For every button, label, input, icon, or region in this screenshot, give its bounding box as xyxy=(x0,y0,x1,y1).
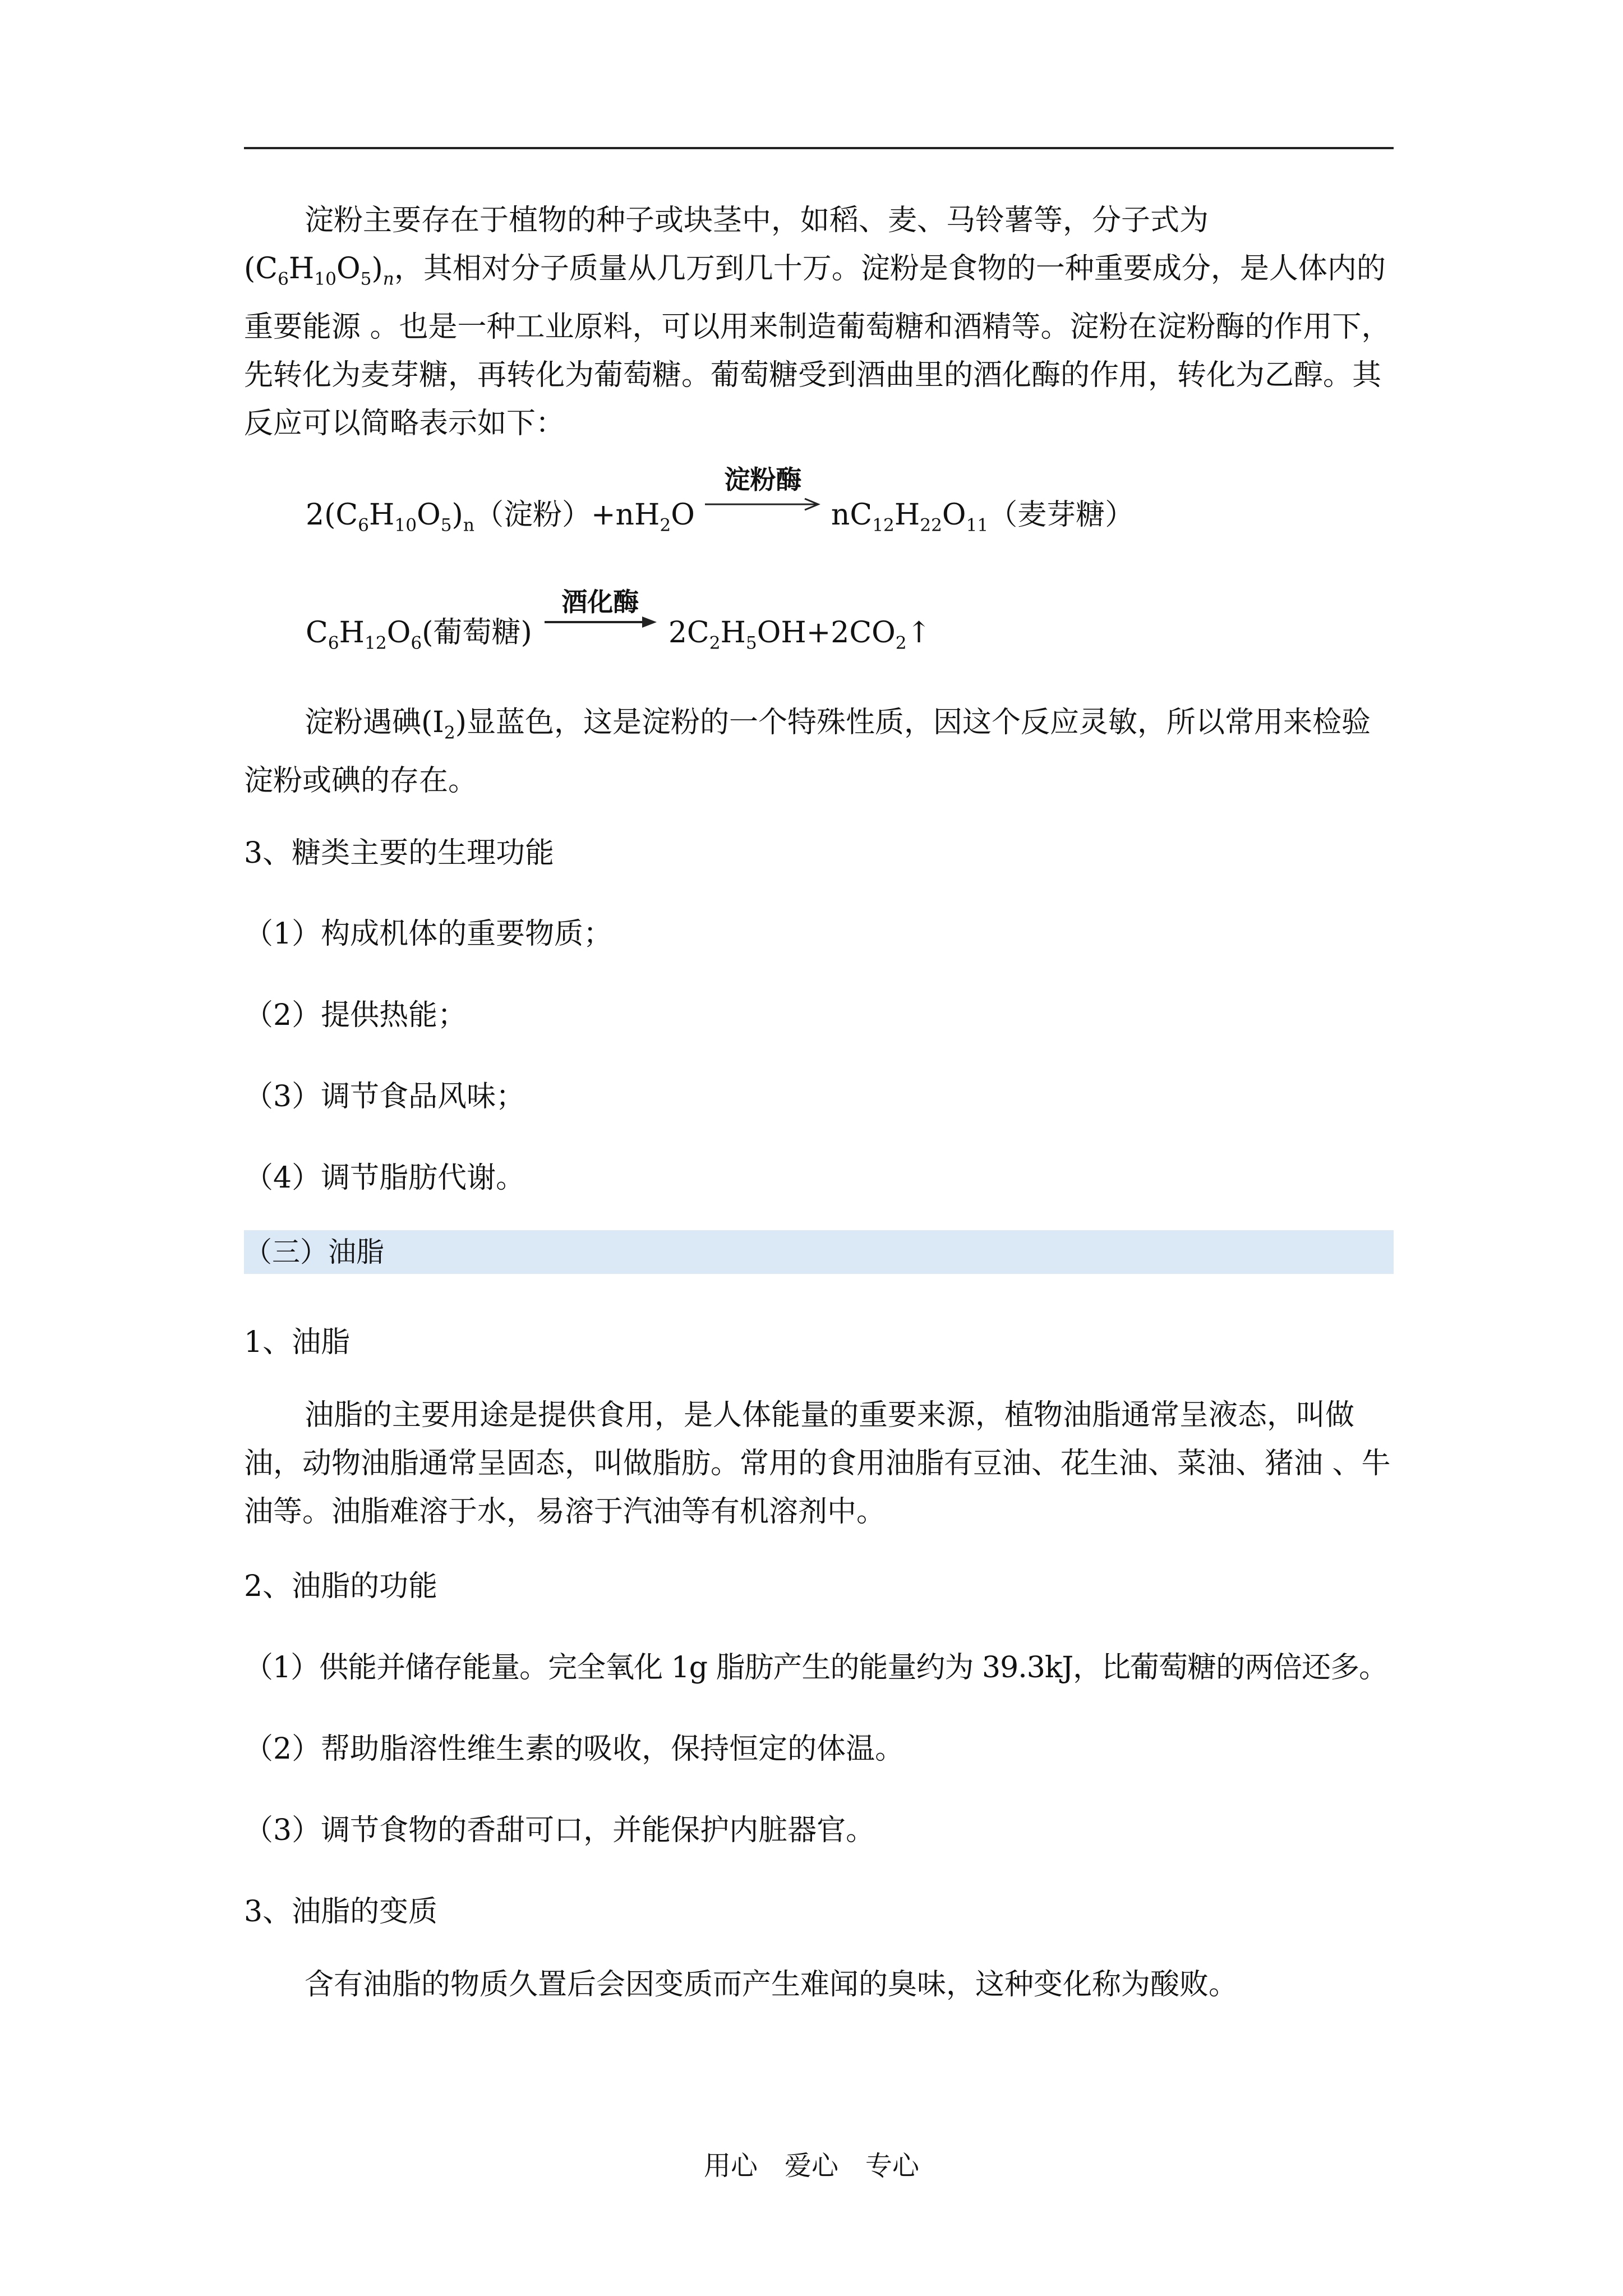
sub: 5 xyxy=(440,515,452,536)
sub: 12 xyxy=(365,633,387,654)
fat-paragraph: 油脂的主要用途是提供食用，是人体能量的重要来源，植物油脂通常呈液态，叫做油，动物油脂通常呈固态，叫做脂肪。常用的食用油脂有豆油、花生油、菜油、猪油 、牛油等。油脂难溶于水，易溶于汽油等有机溶剂中。 xyxy=(244,1398,1391,1529)
reaction-arrow-1 xyxy=(704,464,822,524)
eq1-text: H xyxy=(894,498,920,532)
equation-ethanol xyxy=(306,587,932,654)
starch-text-1: 淀粉主要存在于植物的种子或块茎中，如稻、麦、马铃薯等，分子式为 (C xyxy=(244,204,1209,286)
section-title: （三）油脂 xyxy=(244,1236,384,1268)
eq1-text: ) xyxy=(451,498,463,532)
starch-text-o: O xyxy=(336,252,361,286)
starch-text-comma: ， xyxy=(394,252,423,286)
sub: 6 xyxy=(411,633,422,654)
eq2-text: 2C xyxy=(668,616,709,650)
sub: n xyxy=(463,515,474,536)
eq2-text: H xyxy=(720,616,746,650)
eq2-text: H xyxy=(339,616,365,650)
fat-function-heading: 2、油脂的功能 xyxy=(244,1570,438,1603)
list-item: （3）调节食物的香甜可口，并能保护内脏器官。 xyxy=(244,1814,875,1847)
sub: 12 xyxy=(872,515,895,536)
sub: 11 xyxy=(966,515,989,536)
eq1-text: O xyxy=(417,498,441,532)
sub: 2 xyxy=(660,515,671,536)
arrow-label-zymase: 酒化酶 xyxy=(561,587,639,617)
eq1-text: O xyxy=(671,498,695,532)
eq2-text: O xyxy=(386,616,411,650)
eq2-text: C xyxy=(306,616,328,650)
starch-text-paren: ) xyxy=(371,252,383,286)
eq1-text: 2(C xyxy=(306,498,358,532)
sub: 6 xyxy=(328,633,339,654)
list-item: （1）构成机体的重要物质； xyxy=(244,917,613,951)
arrow-icon xyxy=(541,614,659,631)
eq1-text: O xyxy=(942,498,966,532)
eq2-text: OH+2CO xyxy=(757,616,896,650)
starch-text-rest: 其相对分子质量从几万到几十万。淀粉是食物的一种重要成分，是人体内的重要能源 。也是一种工业原料，可以用来制造葡萄糖和酒精等。淀粉在淀粉酶的作用下，先转化为麦芽糖，再转化为葡萄糖。葡萄糖受到酒曲里的酒化酶的作用，转化为乙醇。其反应可以简略表示如下： xyxy=(244,252,1391,441)
eq1-text: nC xyxy=(831,498,873,532)
iodine-text-b: )显蓝色，这是淀粉的一个特殊性质，因这个反应灵敏，所以常用来检验淀粉或碘的存在。 xyxy=(244,706,1371,798)
sub: 5 xyxy=(745,633,757,654)
reaction-arrow-2 xyxy=(541,587,659,642)
arrow-label-amylase: 淀粉酶 xyxy=(724,464,802,495)
eq1-text: （麦芽糖） xyxy=(988,498,1135,532)
list-item: （2）帮助脂溶性维生素的吸收，保持恒定的体温。 xyxy=(244,1732,905,1766)
sugar-functions-heading: 3、糖类主要的生理功能 xyxy=(244,836,555,870)
list-item: （1）供能并储存能量。完全氧化 1g 脂肪产生的能量约为 39.3kJ，比葡萄糖的两倍还多。 xyxy=(244,1651,1388,1685)
list-item: （2）提供热能； xyxy=(244,999,467,1032)
equation-maltose xyxy=(306,464,1135,536)
sub: 10 xyxy=(314,269,336,289)
sub: 10 xyxy=(394,515,417,536)
fat-spoilage-heading: 3、油脂的变质 xyxy=(244,1895,438,1929)
starch-paragraph xyxy=(244,196,1394,448)
sub: 5 xyxy=(360,269,372,289)
iodine-text-a: 淀粉遇碘(I xyxy=(305,706,444,739)
sub: 2 xyxy=(709,633,721,654)
list-item: （4）调节脂肪代谢。 xyxy=(244,1161,525,1195)
eq2-text: ↑ xyxy=(906,616,932,650)
arrow-icon xyxy=(704,498,822,514)
eq1-text: （淀粉）+nH xyxy=(474,498,660,532)
page-footer: 用心 爱心 专心 xyxy=(703,2150,919,2182)
sub: 6 xyxy=(358,515,370,536)
sub: 2 xyxy=(444,723,455,743)
sub: 6 xyxy=(278,269,289,289)
fat-heading: 1、油脂 xyxy=(244,1326,351,1359)
section-heading-fat xyxy=(244,1230,1394,1274)
list-item: （3）调节食品风味； xyxy=(244,1080,525,1114)
eq1-text: H xyxy=(369,498,395,532)
starch-text-h: H xyxy=(288,252,315,286)
header-rule xyxy=(244,147,1394,149)
iodine-paragraph xyxy=(244,698,1394,805)
eq2-text: (葡萄糖) xyxy=(422,616,532,650)
sub: n xyxy=(382,269,394,289)
sub: 2 xyxy=(895,633,907,654)
sub: 22 xyxy=(920,515,942,536)
fat-spoilage-paragraph: 含有油脂的物质久置后会因变质而产生难闻的臭味，这种变化称为酸败。 xyxy=(305,1968,1238,2001)
